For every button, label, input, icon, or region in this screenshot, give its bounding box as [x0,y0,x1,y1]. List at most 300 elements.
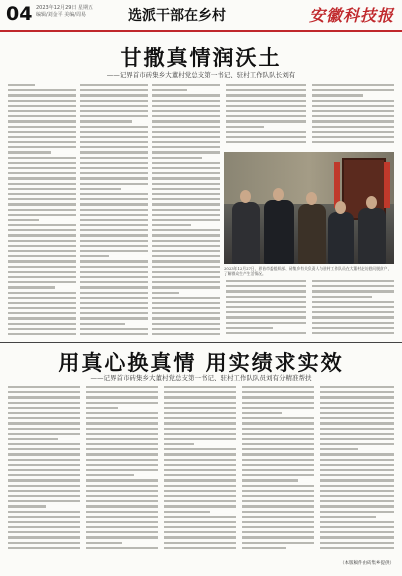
body-text-line [164,516,236,518]
photo-person-head [335,201,346,214]
body-text-line [242,474,314,476]
body-text-line [8,302,76,304]
body-text-line [8,474,80,476]
body-text-line [8,266,76,268]
body-text-line [8,167,76,169]
body-text-line [164,407,236,409]
body-text-line [8,286,55,288]
body-text-line [86,464,158,466]
body-text-line [164,433,236,435]
body-text-line [80,229,148,231]
body-text-line [226,94,306,96]
body-text-line [80,198,148,200]
body-text-line [164,417,236,419]
body-text-line [320,391,394,393]
body-text-line [8,162,76,164]
body-text-line [80,193,148,195]
body-text-line [320,490,394,492]
body-text-line [8,500,80,502]
body-text-line [8,157,76,159]
body-text-line [8,402,80,404]
body-text-line [80,94,148,96]
body-text-line [242,412,282,414]
article2-column-3 [164,386,236,556]
body-text-line [8,386,80,388]
body-text-line [242,428,314,430]
body-text-line [8,276,76,278]
body-text-line [8,333,76,335]
body-text-line [164,526,236,528]
body-text-line [86,469,158,471]
body-text-line [8,317,76,319]
body-text-line [312,84,394,86]
body-text-line [320,438,394,440]
body-text-line [86,516,158,518]
body-text-line [312,120,394,122]
body-text-line [242,464,314,466]
body-text-line [242,417,314,419]
body-text-line [80,110,148,112]
body-text-line [312,316,394,318]
body-text-line [80,328,148,330]
body-text-line [312,322,394,324]
body-text-line [86,485,158,487]
photo-person [264,200,294,264]
body-text-line [242,516,314,518]
body-text-line [86,396,158,398]
body-text-line [86,448,158,450]
body-text-line [164,428,236,430]
body-text-line [226,306,306,308]
body-text-line [164,412,236,414]
body-text-line [80,115,148,117]
body-text-line [86,459,158,461]
body-text-line [8,526,80,528]
body-text-line [86,536,158,538]
body-text-line [152,219,220,221]
body-text-line [80,167,148,169]
body-text-line [164,422,236,424]
body-text-line [152,276,220,278]
body-text-line [8,433,80,435]
body-text-line [86,490,158,492]
body-text-line [152,105,220,107]
body-text-line [242,547,286,549]
article2-column-5 [320,386,394,556]
body-text-line [242,490,314,492]
body-text-line [320,521,394,523]
body-text-line [80,84,148,86]
body-text-line [164,485,236,487]
body-text-line [312,89,394,91]
body-text-line [80,276,148,278]
body-text-line [80,292,148,294]
body-text-line [8,547,80,549]
article1-column-1 [8,84,76,339]
body-text-line [8,224,76,226]
body-text-line [80,307,148,309]
body-text-line [242,396,314,398]
article1-column-6 [226,280,306,338]
body-text-line [242,448,314,450]
body-text-line [8,193,76,195]
body-text-line [164,505,236,507]
body-text-line [242,386,314,388]
body-text-line [80,151,148,153]
body-text-line [320,459,394,461]
body-text-line [320,428,394,430]
body-text-line [226,311,306,313]
body-text-line [312,296,372,298]
body-text-line [8,323,76,325]
body-text-line [164,547,236,549]
body-text-line [8,443,80,445]
body-text-line [8,490,80,492]
body-text-line [164,542,236,544]
body-text-line [86,542,122,544]
body-text-line [226,296,306,298]
body-text-line [8,412,80,414]
photo-person [232,202,260,264]
body-text-line [152,240,220,242]
body-text-line [8,521,80,523]
body-text-line [8,312,76,314]
body-text-line [8,209,76,211]
body-text-line [320,479,394,481]
body-text-line [86,474,134,476]
body-text-line [8,459,80,461]
body-text-line [80,203,148,205]
article1-column-7 [312,280,394,338]
body-text-line [8,89,76,91]
body-text-line [80,240,148,242]
body-text-line [80,209,148,211]
body-text-line [8,328,76,330]
body-text-line [8,281,76,283]
body-text-line [8,188,76,190]
body-text-line [320,505,394,507]
body-text-line [8,479,80,481]
body-text-line [86,428,158,430]
body-text-line [164,464,236,466]
body-text-line [312,126,394,128]
body-text-line [152,157,202,159]
body-text-line [226,136,306,138]
body-text-line [8,126,76,128]
body-text-line [320,547,394,549]
body-text-line [242,438,314,440]
body-text-line [86,495,158,497]
body-text-line [80,131,148,133]
body-text-line [8,151,51,153]
body-text-line [320,448,358,450]
body-text-line [80,333,148,335]
body-text-line [152,100,220,102]
body-text-line [152,250,220,252]
body-text-line [164,443,194,445]
body-text-line [226,280,306,282]
body-text-line [152,234,220,236]
body-text-line [242,521,314,523]
body-text-line [86,422,158,424]
body-text-line [80,312,148,314]
body-text-line [226,105,306,107]
body-text-line [320,531,394,533]
body-text-line [86,500,158,502]
body-text-line [80,255,109,257]
body-text-line [164,490,236,492]
body-text-line [8,495,80,497]
body-text-line [152,224,191,226]
body-text-line [86,531,158,533]
body-text-line [8,229,76,231]
body-text-line [80,297,148,299]
body-text-line [242,479,298,481]
body-text-line [8,84,35,86]
body-text-line [80,234,148,236]
body-text-line [320,422,394,424]
body-text-line [164,521,236,523]
body-text-line [320,443,394,445]
body-text-line [226,126,264,128]
body-text-line [152,193,220,195]
body-text-line [312,100,394,102]
body-text-line [312,301,394,303]
body-text-line [8,511,80,513]
body-text-line [8,250,76,252]
body-text-line [8,469,80,471]
body-text-line [164,531,236,533]
body-text-line [226,301,306,303]
body-text-line [152,120,220,122]
body-text-line [80,105,148,107]
body-text-line [80,172,148,174]
body-text-line [80,250,148,252]
body-text-line [320,396,394,398]
body-text-line [86,521,158,523]
body-text-line [152,297,220,299]
body-text-line [164,474,236,476]
body-text-line [164,386,236,388]
body-text-line [164,391,236,393]
body-text-line [8,234,76,236]
body-text-line [164,402,236,404]
body-text-line [320,495,394,497]
body-text-line [80,177,148,179]
body-text-line [152,84,220,86]
body-text-line [152,266,220,268]
body-text-line [86,391,158,393]
body-text-line [164,511,210,513]
body-text-line [86,547,158,549]
body-text-line [8,131,76,133]
body-text-line [152,307,220,309]
body-text-line [164,495,236,497]
body-text-line [8,255,76,257]
body-text-line [80,141,148,143]
body-text-line [80,214,148,216]
body-text-line [152,162,220,164]
body-text-line [152,312,220,314]
body-text-line [86,453,158,455]
body-text-line [320,464,394,466]
body-text-line [8,297,76,299]
body-text-line [80,100,148,102]
body-text-line [226,120,306,122]
body-text-line [312,290,394,292]
body-text-line [152,203,220,205]
body-text-line [320,417,394,419]
body-text-line [8,214,76,216]
masthead [0,0,402,32]
article2-column-4 [242,386,314,556]
body-text-line [312,141,394,143]
body-text-line [242,407,314,409]
body-text-line [8,448,80,450]
body-text-line [8,485,80,487]
body-text-line [320,485,394,487]
photo-person-head [273,188,284,201]
body-text-line [80,260,148,262]
section-title: 选派干部在乡村 [128,8,226,24]
body-text-line [320,542,394,544]
body-text-line [312,115,394,117]
body-text-line [8,307,76,309]
body-text-line [226,322,306,324]
body-text-line [80,302,148,304]
body-text-line [152,317,220,319]
body-text-line [152,126,220,128]
body-text-line [8,240,76,242]
body-text-line [242,443,314,445]
article1-photo [224,152,394,264]
article-divider [0,342,402,343]
body-text-line [8,115,76,117]
body-text-line [226,316,306,318]
body-text-line [152,151,220,153]
body-text-line [226,110,306,112]
body-text-line [152,281,220,283]
article2-subheadline: ——记界首市砖集乡大董村党总支第一书记、驻村工作队队员刘有分精准帮扶 [90,374,312,382]
body-text-line [312,131,394,133]
issue-editors: 编辑/刘金平 美编/周易 [36,12,86,18]
body-text-line [320,453,394,455]
body-text-line [320,511,394,513]
body-text-line [152,333,220,335]
body-text-line [152,302,220,304]
photo-person-head [306,192,317,205]
body-text-line [320,433,394,435]
body-text-line [8,219,39,221]
body-text-line [242,505,314,507]
body-text-line [312,285,394,287]
issue-meta [36,5,93,19]
article2-headline: 用真心换真情 用实绩求实效 [58,351,344,375]
article2-footer-note: （本版稿件由砖集乡提供） [340,561,394,566]
body-text-line [86,417,158,419]
article2-column-1 [8,386,80,556]
body-text-line [86,412,158,414]
body-text-line [152,271,220,273]
body-text-line [86,402,158,404]
body-text-line [242,433,314,435]
body-text-line [312,110,394,112]
body-text-line [164,536,236,538]
body-text-line [8,542,80,544]
body-text-line [8,183,76,185]
article1-column-5 [312,84,394,150]
body-text-line [80,183,148,185]
body-text-line [8,428,80,430]
body-text-line [226,332,306,334]
body-text-line [8,172,76,174]
body-text-line [80,146,148,148]
body-text-line [152,115,220,117]
body-text-line [312,332,394,334]
body-text-line [242,500,314,502]
body-text-line [8,417,80,419]
body-text-line [164,448,236,450]
body-text-line [320,474,394,476]
body-text-line [320,526,394,528]
body-text-line [8,536,80,538]
body-text-line [8,177,76,179]
body-text-line [8,438,58,440]
body-text-line [80,188,121,190]
body-text-line [8,105,76,107]
body-text-line [242,526,314,528]
body-text-line [164,479,236,481]
body-text-line [164,396,236,398]
body-text-line [312,94,363,96]
body-text-line [152,323,220,325]
body-text-line [242,453,314,455]
body-text-line [164,469,236,471]
body-text-line [226,327,273,329]
body-text-line [8,100,76,102]
body-text-line [164,500,236,502]
body-text-line [8,146,76,148]
page-number: 04 [6,3,33,25]
body-text-line [226,290,306,292]
body-text-line [242,495,314,497]
body-text-line [152,177,220,179]
body-text-line [8,271,76,273]
photo-person-head [366,196,377,209]
body-text-line [80,323,125,325]
body-text-line [8,198,76,200]
body-text-line [242,531,314,533]
body-text-line [320,500,394,502]
body-text-line [8,110,76,112]
body-text-line [8,422,80,424]
body-text-line [80,126,148,128]
photo-couplet-right [384,162,390,208]
body-text-line [152,328,220,330]
body-text-line [80,89,148,91]
body-text-line [8,292,76,294]
body-text-line [152,229,220,231]
body-text-line [8,136,76,138]
body-text-line [8,531,80,533]
newspaper-logo: 安徽科技报 [308,6,394,25]
body-text-line [320,469,394,471]
body-text-line [226,84,306,86]
body-text-line [320,516,376,518]
body-text-line [312,306,394,308]
body-text-line [152,131,220,133]
body-text-line [242,422,314,424]
